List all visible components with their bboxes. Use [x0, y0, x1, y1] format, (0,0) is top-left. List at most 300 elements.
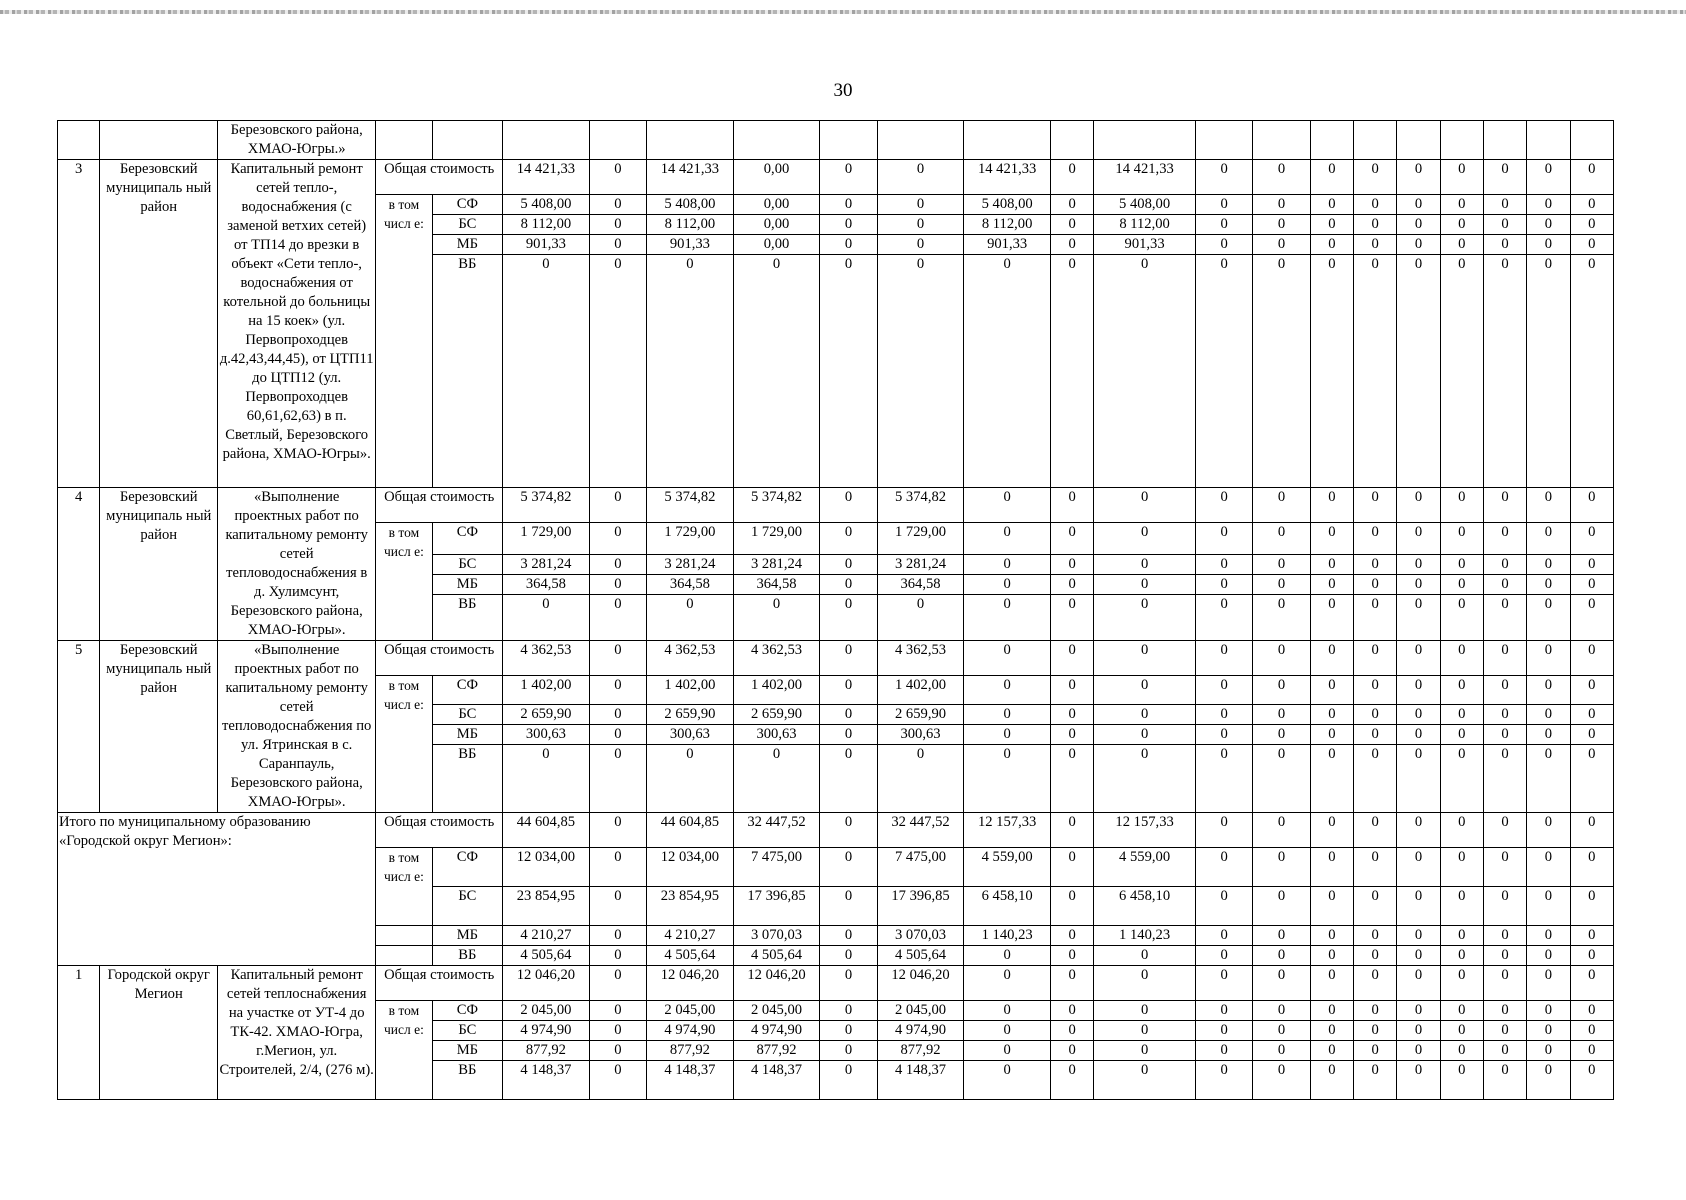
value-cell: 0 — [589, 676, 646, 705]
value-cell: 0 — [964, 1061, 1051, 1100]
scan-edge-artifact — [0, 10, 1686, 14]
territory-cell: Березовский муниципаль ный район — [100, 641, 218, 813]
value-cell: 0 — [1527, 255, 1570, 488]
value-cell: 0 — [1483, 595, 1526, 641]
value-cell: 0 — [964, 488, 1051, 523]
value-cell: 0 — [1397, 1001, 1440, 1021]
value-cell: 0 — [1195, 215, 1252, 235]
source-label-mb: МБ — [432, 926, 502, 946]
value-cell: 0 — [1397, 1041, 1440, 1061]
value-cell: 0 — [1310, 926, 1353, 946]
value-cell: 0 — [1310, 1021, 1353, 1041]
value-cell: 4 505,64 — [503, 946, 590, 966]
value-cell: 0 — [1440, 641, 1483, 676]
value-cell: 0 — [964, 676, 1051, 705]
value-cell: 0 — [1094, 1001, 1196, 1021]
value-cell: 23 854,95 — [503, 887, 590, 926]
value-cell: 0 — [1354, 160, 1397, 195]
value-cell: 0 — [1527, 1061, 1570, 1100]
empty-cell — [877, 121, 964, 160]
value-cell: 0 — [647, 745, 734, 813]
table-row — [58, 160, 1614, 195]
value-cell: 0 — [820, 887, 877, 926]
table-row — [58, 813, 1614, 848]
value-cell: 0 — [820, 705, 877, 725]
value-cell: 0 — [1253, 926, 1310, 946]
value-cell: 2 659,90 — [877, 705, 964, 725]
value-cell: 0 — [877, 160, 964, 195]
value-cell: 0 — [1440, 1021, 1483, 1041]
value-cell: 0 — [1253, 705, 1310, 725]
value-cell: 0 — [1050, 235, 1093, 255]
value-cell: 5 374,82 — [733, 488, 820, 523]
value-cell: 0 — [1527, 1001, 1570, 1021]
value-cell: 14 421,33 — [647, 160, 734, 195]
value-cell: 0 — [877, 255, 964, 488]
value-cell: 0 — [1354, 595, 1397, 641]
value-cell: 4 559,00 — [964, 848, 1051, 887]
value-cell: 0 — [503, 255, 590, 488]
value-cell: 0 — [1253, 523, 1310, 555]
value-cell: 4 505,64 — [647, 946, 734, 966]
value-cell: 0 — [647, 255, 734, 488]
value-cell: 0 — [1310, 676, 1353, 705]
value-cell: 0 — [1310, 725, 1353, 745]
value-cell: 32 447,52 — [733, 813, 820, 848]
value-cell: 0 — [733, 255, 820, 488]
territory-cell: Городской округ Мегион — [100, 966, 218, 1100]
value-cell: 0 — [1527, 966, 1570, 1001]
including-label: в том числ е: — [376, 523, 432, 641]
value-cell: 0 — [589, 215, 646, 235]
value-cell: 0 — [1354, 745, 1397, 813]
value-cell: 0,00 — [733, 160, 820, 195]
value-cell: 0 — [1570, 676, 1613, 705]
value-cell: 0 — [1570, 215, 1613, 235]
value-cell: 0 — [1195, 676, 1252, 705]
value-cell: 0 — [1397, 1061, 1440, 1100]
value-cell: 0 — [1253, 1041, 1310, 1061]
value-cell: 0 — [1050, 595, 1093, 641]
value-cell: 0 — [964, 1041, 1051, 1061]
value-cell: 8 112,00 — [647, 215, 734, 235]
value-cell: 1 402,00 — [877, 676, 964, 705]
value-cell: 0 — [1050, 705, 1093, 725]
value-cell: 0 — [1354, 555, 1397, 575]
value-cell: 3 070,03 — [733, 926, 820, 946]
value-cell: 0 — [1050, 160, 1093, 195]
value-cell: 0 — [964, 555, 1051, 575]
value-cell: 0 — [1483, 887, 1526, 926]
value-cell: 5 408,00 — [1094, 195, 1196, 215]
value-cell: 0,00 — [733, 195, 820, 215]
value-cell: 0 — [820, 575, 877, 595]
project-name-cell: «Выполнение проектных работ по капитальному ремонту сетей тепловодоснабжения в д. Хулимсунт, Березовского района, ХМАО-Югры». — [218, 488, 376, 641]
value-cell: 0 — [877, 195, 964, 215]
value-cell: 3 070,03 — [877, 926, 964, 946]
including-label: в том числ е: — [376, 195, 432, 488]
value-cell: 4 210,27 — [647, 926, 734, 946]
value-cell: 0 — [1050, 1041, 1093, 1061]
value-cell: 0 — [877, 595, 964, 641]
value-cell: 0 — [589, 523, 646, 555]
value-cell: 0 — [1253, 1001, 1310, 1021]
value-cell: 0 — [1527, 215, 1570, 235]
value-cell: 0 — [733, 595, 820, 641]
empty-cell — [1050, 121, 1093, 160]
value-cell: 0 — [1440, 813, 1483, 848]
value-cell: 0 — [1354, 255, 1397, 488]
empty-cell — [1527, 121, 1570, 160]
value-cell: 0 — [1354, 523, 1397, 555]
value-cell: 0 — [820, 488, 877, 523]
value-cell: 0 — [1397, 488, 1440, 523]
value-cell: 0 — [1094, 641, 1196, 676]
value-cell: 0 — [1310, 195, 1353, 215]
value-cell: 0 — [1570, 848, 1613, 887]
value-cell: 2 659,90 — [503, 705, 590, 725]
value-cell: 0 — [1397, 1021, 1440, 1041]
value-cell: 0 — [589, 488, 646, 523]
value-cell: 0 — [1310, 813, 1353, 848]
value-cell: 0 — [1483, 745, 1526, 813]
value-cell: 0 — [1094, 745, 1196, 813]
value-cell: 0 — [1527, 488, 1570, 523]
value-cell: 0 — [647, 595, 734, 641]
value-cell: 4 505,64 — [877, 946, 964, 966]
value-cell: 0 — [1195, 255, 1252, 488]
value-cell: 0 — [820, 926, 877, 946]
funding-table — [57, 120, 1614, 1100]
value-cell: 0 — [1527, 676, 1570, 705]
value-cell: 0 — [1570, 926, 1613, 946]
source-label-bs: БС — [432, 887, 502, 926]
value-cell: 0 — [820, 1021, 877, 1041]
value-cell: 4 974,90 — [877, 1021, 964, 1041]
value-cell: 0 — [1397, 946, 1440, 966]
territory-cell — [100, 121, 218, 160]
source-label-bs: БС — [432, 1021, 502, 1041]
value-cell: 0 — [1397, 215, 1440, 235]
value-cell: 0 — [1253, 555, 1310, 575]
value-cell: 0 — [1440, 1001, 1483, 1021]
value-cell: 0 — [1195, 488, 1252, 523]
value-cell: 0 — [1094, 676, 1196, 705]
value-cell: 0 — [1527, 523, 1570, 555]
value-cell: 0 — [1354, 725, 1397, 745]
value-cell: 44 604,85 — [647, 813, 734, 848]
value-cell: 0 — [1483, 555, 1526, 575]
value-cell: 0 — [820, 676, 877, 705]
total-cost-label: Общая стоимость — [376, 813, 503, 848]
value-cell: 0 — [1570, 705, 1613, 725]
value-cell: 12 046,20 — [877, 966, 964, 1001]
value-cell: 0 — [1483, 195, 1526, 215]
value-cell: 0 — [589, 1001, 646, 1021]
value-cell: 0 — [1570, 160, 1613, 195]
value-cell: 0 — [1570, 595, 1613, 641]
value-cell: 1 729,00 — [877, 523, 964, 555]
empty-cell — [647, 121, 734, 160]
value-cell: 0 — [1483, 926, 1526, 946]
value-cell: 0 — [1253, 676, 1310, 705]
value-cell: 0 — [1253, 966, 1310, 1001]
value-cell: 0 — [820, 1041, 877, 1061]
value-cell: 6 458,10 — [964, 887, 1051, 926]
value-cell: 2 659,90 — [733, 705, 820, 725]
value-cell: 0 — [1195, 745, 1252, 813]
value-cell: 0 — [1483, 641, 1526, 676]
empty-cell — [1570, 121, 1613, 160]
value-cell: 0 — [1195, 887, 1252, 926]
value-cell: 0 — [1527, 848, 1570, 887]
value-cell: 0 — [964, 725, 1051, 745]
value-cell: 12 046,20 — [503, 966, 590, 1001]
value-cell: 0 — [1570, 1021, 1613, 1041]
value-cell: 0 — [1440, 946, 1483, 966]
empty-cell — [1354, 121, 1397, 160]
value-cell: 0 — [1527, 1021, 1570, 1041]
value-cell: 0 — [1253, 725, 1310, 745]
value-cell: 2 659,90 — [647, 705, 734, 725]
value-cell: 12 034,00 — [647, 848, 734, 887]
value-cell: 0 — [820, 966, 877, 1001]
value-cell: 2 045,00 — [647, 1001, 734, 1021]
territory-cell: Березовский муниципаль ный район — [100, 488, 218, 641]
value-cell: 6 458,10 — [1094, 887, 1196, 926]
source-label-sf: СФ — [432, 848, 502, 887]
value-cell: 0 — [503, 595, 590, 641]
value-cell: 877,92 — [877, 1041, 964, 1061]
value-cell: 0 — [1195, 848, 1252, 887]
value-cell: 901,33 — [1094, 235, 1196, 255]
value-cell: 0 — [1050, 946, 1093, 966]
value-cell: 0 — [1094, 523, 1196, 555]
value-cell: 0 — [1253, 946, 1310, 966]
value-cell: 0 — [1050, 255, 1093, 488]
value-cell: 0 — [1570, 1061, 1613, 1100]
value-cell: 0 — [1397, 195, 1440, 215]
empty-cell — [1195, 121, 1252, 160]
value-cell: 0 — [1354, 1001, 1397, 1021]
value-cell: 0 — [1570, 1041, 1613, 1061]
source-label-mb: МБ — [432, 235, 502, 255]
total-cost-label: Общая стоимость — [376, 966, 503, 1001]
value-cell: 0 — [1310, 1001, 1353, 1021]
value-cell: 4 505,64 — [733, 946, 820, 966]
project-name-cell: Березовского района, ХМАО-Югры.» — [218, 121, 376, 160]
value-cell: 0 — [1050, 1021, 1093, 1041]
value-cell: 0 — [1050, 848, 1093, 887]
value-cell: 0 — [1440, 488, 1483, 523]
value-cell: 0 — [1354, 887, 1397, 926]
value-cell: 0 — [1094, 555, 1196, 575]
source-label-bs: БС — [432, 215, 502, 235]
value-cell: 0 — [1440, 575, 1483, 595]
empty-cell — [1483, 121, 1526, 160]
empty-cell — [432, 121, 502, 160]
value-cell: 0 — [820, 848, 877, 887]
source-label-sf: СФ — [432, 1001, 502, 1021]
value-cell: 0 — [1527, 745, 1570, 813]
value-cell: 0 — [1310, 1041, 1353, 1061]
empty-cell — [1253, 121, 1310, 160]
value-cell: 0 — [1195, 641, 1252, 676]
value-cell: 0 — [1570, 555, 1613, 575]
value-cell: 0 — [964, 595, 1051, 641]
value-cell: 0 — [820, 215, 877, 235]
value-cell: 0 — [1570, 813, 1613, 848]
value-cell: 877,92 — [647, 1041, 734, 1061]
value-cell: 12 157,33 — [1094, 813, 1196, 848]
value-cell: 0 — [1527, 575, 1570, 595]
value-cell: 1 402,00 — [647, 676, 734, 705]
value-cell: 0 — [1253, 1021, 1310, 1041]
value-cell: 3 281,24 — [733, 555, 820, 575]
including-label: в том числ е: — [376, 1001, 432, 1100]
value-cell: 0 — [820, 160, 877, 195]
source-label-mb: МБ — [432, 575, 502, 595]
value-cell: 0 — [820, 813, 877, 848]
value-cell: 5 374,82 — [503, 488, 590, 523]
value-cell: 0 — [1050, 215, 1093, 235]
value-cell: 0 — [877, 235, 964, 255]
value-cell: 0 — [1397, 575, 1440, 595]
row-number: 5 — [58, 641, 100, 813]
value-cell: 0 — [1094, 575, 1196, 595]
value-cell: 0 — [1440, 848, 1483, 887]
value-cell: 0 — [1310, 555, 1353, 575]
value-cell: 0 — [1195, 725, 1252, 745]
value-cell: 0 — [1397, 887, 1440, 926]
value-cell: 0 — [964, 1001, 1051, 1021]
value-cell: 4 210,27 — [503, 926, 590, 946]
value-cell: 14 421,33 — [1094, 160, 1196, 195]
value-cell: 0 — [1354, 235, 1397, 255]
value-cell: 0 — [1195, 235, 1252, 255]
value-cell: 14 421,33 — [964, 160, 1051, 195]
value-cell: 901,33 — [503, 235, 590, 255]
value-cell: 0 — [1483, 235, 1526, 255]
value-cell: 12 046,20 — [647, 966, 734, 1001]
source-label-bs: БС — [432, 555, 502, 575]
value-cell: 0 — [589, 641, 646, 676]
value-cell: 0 — [1570, 725, 1613, 745]
value-cell: 0 — [1527, 946, 1570, 966]
value-cell: 0 — [1195, 523, 1252, 555]
value-cell: 0 — [1354, 215, 1397, 235]
row-number: 1 — [58, 966, 100, 1100]
value-cell: 0 — [1527, 887, 1570, 926]
value-cell: 5 374,82 — [877, 488, 964, 523]
value-cell: 0 — [1253, 641, 1310, 676]
value-cell: 0 — [1570, 195, 1613, 215]
value-cell: 0 — [1310, 575, 1353, 595]
including-label: в том числ е: — [376, 848, 432, 926]
value-cell: 0 — [1050, 641, 1093, 676]
value-cell: 0 — [1310, 1061, 1353, 1100]
value-cell: 4 362,53 — [647, 641, 734, 676]
value-cell: 0 — [503, 745, 590, 813]
value-cell: 0 — [1195, 1021, 1252, 1041]
value-cell: 0 — [1570, 255, 1613, 488]
value-cell: 0 — [1050, 676, 1093, 705]
value-cell: 4 148,37 — [877, 1061, 964, 1100]
value-cell: 0 — [1195, 1061, 1252, 1100]
value-cell: 0 — [1527, 1041, 1570, 1061]
value-cell: 3 281,24 — [503, 555, 590, 575]
value-cell: 4 974,90 — [647, 1021, 734, 1041]
value-cell: 0 — [1094, 1061, 1196, 1100]
value-cell: 364,58 — [503, 575, 590, 595]
value-cell: 0 — [1253, 1061, 1310, 1100]
value-cell: 0 — [1527, 641, 1570, 676]
value-cell: 0 — [589, 255, 646, 488]
value-cell: 1 402,00 — [503, 676, 590, 705]
value-cell: 8 112,00 — [503, 215, 590, 235]
value-cell: 0 — [1354, 195, 1397, 215]
value-cell: 4 974,90 — [503, 1021, 590, 1041]
value-cell: 0 — [1195, 966, 1252, 1001]
value-cell: 0 — [589, 1041, 646, 1061]
value-cell: 0 — [1354, 813, 1397, 848]
value-cell: 0 — [1440, 555, 1483, 575]
value-cell: 0 — [1354, 1041, 1397, 1061]
value-cell: 0 — [1397, 848, 1440, 887]
source-label-sf: СФ — [432, 195, 502, 215]
value-cell: 0 — [1310, 946, 1353, 966]
value-cell: 0 — [589, 1061, 646, 1100]
value-cell: 0 — [820, 745, 877, 813]
value-cell: 0 — [1483, 813, 1526, 848]
value-cell: 0 — [1354, 946, 1397, 966]
value-cell: 0 — [820, 523, 877, 555]
value-cell: 0 — [820, 1061, 877, 1100]
value-cell: 0 — [1195, 926, 1252, 946]
territory-cell: Березовский муниципаль ный район — [100, 160, 218, 488]
value-cell: 0 — [1440, 745, 1483, 813]
value-cell: 0 — [1397, 255, 1440, 488]
value-cell: 4 974,90 — [733, 1021, 820, 1041]
source-label-vb: ВБ — [432, 745, 502, 813]
value-cell: 0 — [1397, 235, 1440, 255]
value-cell: 0 — [1050, 1061, 1093, 1100]
value-cell: 0 — [1527, 195, 1570, 215]
value-cell: 0 — [1397, 523, 1440, 555]
value-cell: 0 — [820, 235, 877, 255]
value-cell: 0 — [1440, 215, 1483, 235]
value-cell: 0 — [1570, 641, 1613, 676]
empty-cell — [1310, 121, 1353, 160]
value-cell: 0 — [1397, 966, 1440, 1001]
value-cell: 7 475,00 — [733, 848, 820, 887]
value-cell: 0 — [1253, 160, 1310, 195]
value-cell: 0 — [1527, 595, 1570, 641]
value-cell: 0 — [1050, 887, 1093, 926]
value-cell: 17 396,85 — [877, 887, 964, 926]
value-cell: 0 — [733, 745, 820, 813]
value-cell: 0 — [1310, 488, 1353, 523]
value-cell: 0 — [1354, 488, 1397, 523]
value-cell: 0 — [1310, 966, 1353, 1001]
value-cell: 0 — [1094, 595, 1196, 641]
value-cell: 0 — [1570, 235, 1613, 255]
source-label-vb: ВБ — [432, 1061, 502, 1100]
value-cell: 0 — [1483, 676, 1526, 705]
value-cell: 0 — [1253, 813, 1310, 848]
value-cell: 0 — [1050, 1001, 1093, 1021]
value-cell: 0 — [1253, 488, 1310, 523]
